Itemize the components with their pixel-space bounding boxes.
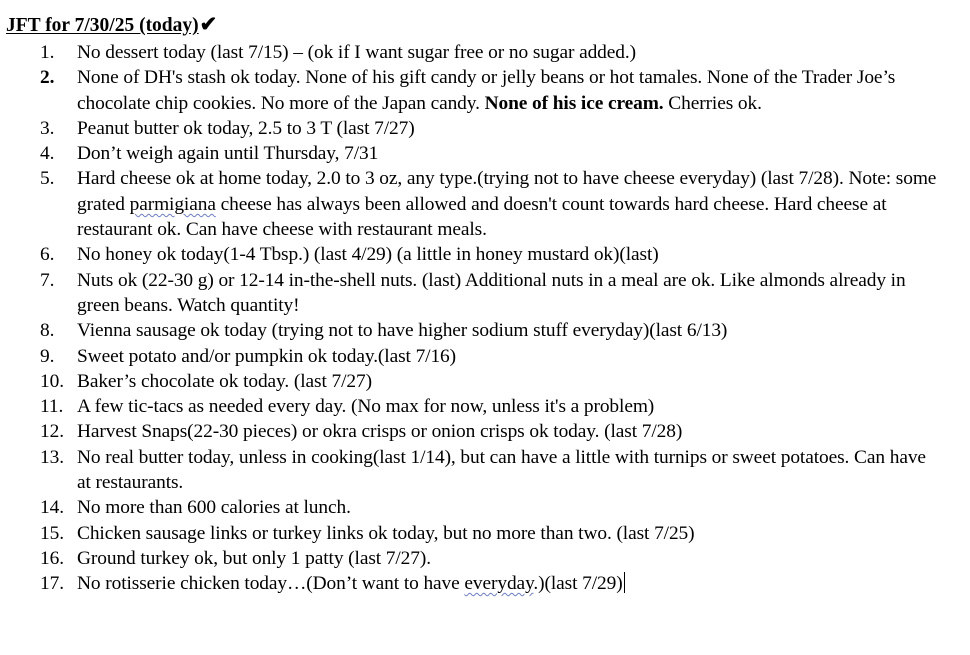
list-item [0,521,970,546]
list-item-number: 17. [40,573,64,595]
list-item-number: 10. [40,370,64,392]
list-item [0,495,970,520]
list-item-number: 6. [40,244,55,266]
list-item [0,116,970,141]
list-item-text: None of DH's stash ok today. None of his gift candy or jelly beans or hot tamales. None of the Trader Joe’s chocolate chip cookies. No more of the Japan candy. [77,67,896,114]
list-item-number: 2. [40,67,55,89]
spellcheck-flagged-word: parmigiana [129,193,216,215]
list-item-number: 4. [40,143,55,165]
list-item [0,268,970,319]
list-item-text: Don’t weigh again until Thursday, 7/31 [77,143,379,165]
list-item-number: 13. [40,446,64,468]
list-item-text: Harvest Snaps(22-30 pieces) or okra crisps or onion crisps ok today. (last 7/28) [77,421,683,443]
list-item-text: A few tic-tacs as needed every day. (No max for now, unless it's a problem) [77,396,655,418]
list-item [0,369,970,394]
list-item [0,419,970,444]
rules-list [0,40,970,597]
text-cursor [624,572,625,593]
list-item [0,141,970,166]
list-item-text: Cherries ok. [663,92,762,114]
list-item [0,394,970,419]
document-title-text: JFT for 7/30/25 (today) [6,15,199,36]
document-title [6,12,217,38]
list-item-text: Hard cheese ok at home today, 2.0 to 3 oz, any type.(trying not to have cheese everyday) (last 7/28). Note: some grated [77,168,937,215]
list-item-text: No dessert today (last 7/15) – (ok if I want sugar free or no sugar added.) [77,42,636,63]
list-item [0,166,970,242]
list-item-text: Vienna sausage ok today (trying not to have higher sodium stuff everyday)(last 6/13) [77,320,728,342]
list-item-bold-text: None of his ice cream. [484,92,664,114]
list-item [0,571,970,596]
list-item-text: No rotisserie chicken today…(Don’t want to have [77,573,465,595]
list-item-text: Sweet potato and/or pumpkin ok today.(last 7/16) [77,345,456,367]
list-item [0,344,970,369]
list-item-text: Peanut butter ok today, 2.5 to 3 T (last 7/27) [77,117,415,139]
list-item [0,242,970,267]
list-item-number: 9. [40,345,55,367]
list-item [0,546,970,571]
list-item-text: Nuts ok (22-30 g) or 12-14 in-the-shell nuts. (last) Additional nuts in a meal are ok. Like almonds already in green beans. Watch quantity! [77,269,906,316]
list-item-number: 5. [40,168,55,190]
list-item [0,445,970,496]
spellcheck-flagged-word: everyday [464,573,534,595]
list-item-text: Ground turkey ok, but only 1 patty (last 7/27). [77,547,431,569]
list-item-number: 16. [40,547,64,569]
list-item [0,65,970,116]
list-item [0,40,970,65]
list-item-number: 14. [40,497,64,519]
list-item-text: .)(last 7/29) [533,573,623,595]
checkmark-icon: ✔ [199,12,218,36]
list-item-number: 7. [40,269,55,291]
list-item-text: No real butter today, unless in cooking(last 1/14), but can have a little with turnips or sweet potatoes. Can have at restaurants. [77,446,926,494]
list-item-number: 8. [40,320,55,342]
list-item-number: 3. [40,117,55,139]
list-item-number: 15. [40,522,64,544]
list-item-text: cheese has always been allowed and doesn't count towards hard cheese. Hard cheese at restaurant ok. Can have cheese with restaurant meals. [77,193,887,241]
list-item-number: 11. [40,396,64,418]
list-item-text: No more than 600 calories at lunch. [77,497,351,519]
list-item-text: No honey ok today(1-4 Tbsp.) (last 4/29) (a little in honey mustard ok)(last) [77,244,659,266]
list-item-number: 12. [40,421,64,443]
list-item-text: Baker’s chocolate ok today. (last 7/27) [77,370,372,392]
list-item-number: 1. [40,42,55,63]
list-item-text: Chicken sausage links or turkey links ok today, but no more than two. (last 7/25) [77,522,695,544]
list-item [0,318,970,343]
